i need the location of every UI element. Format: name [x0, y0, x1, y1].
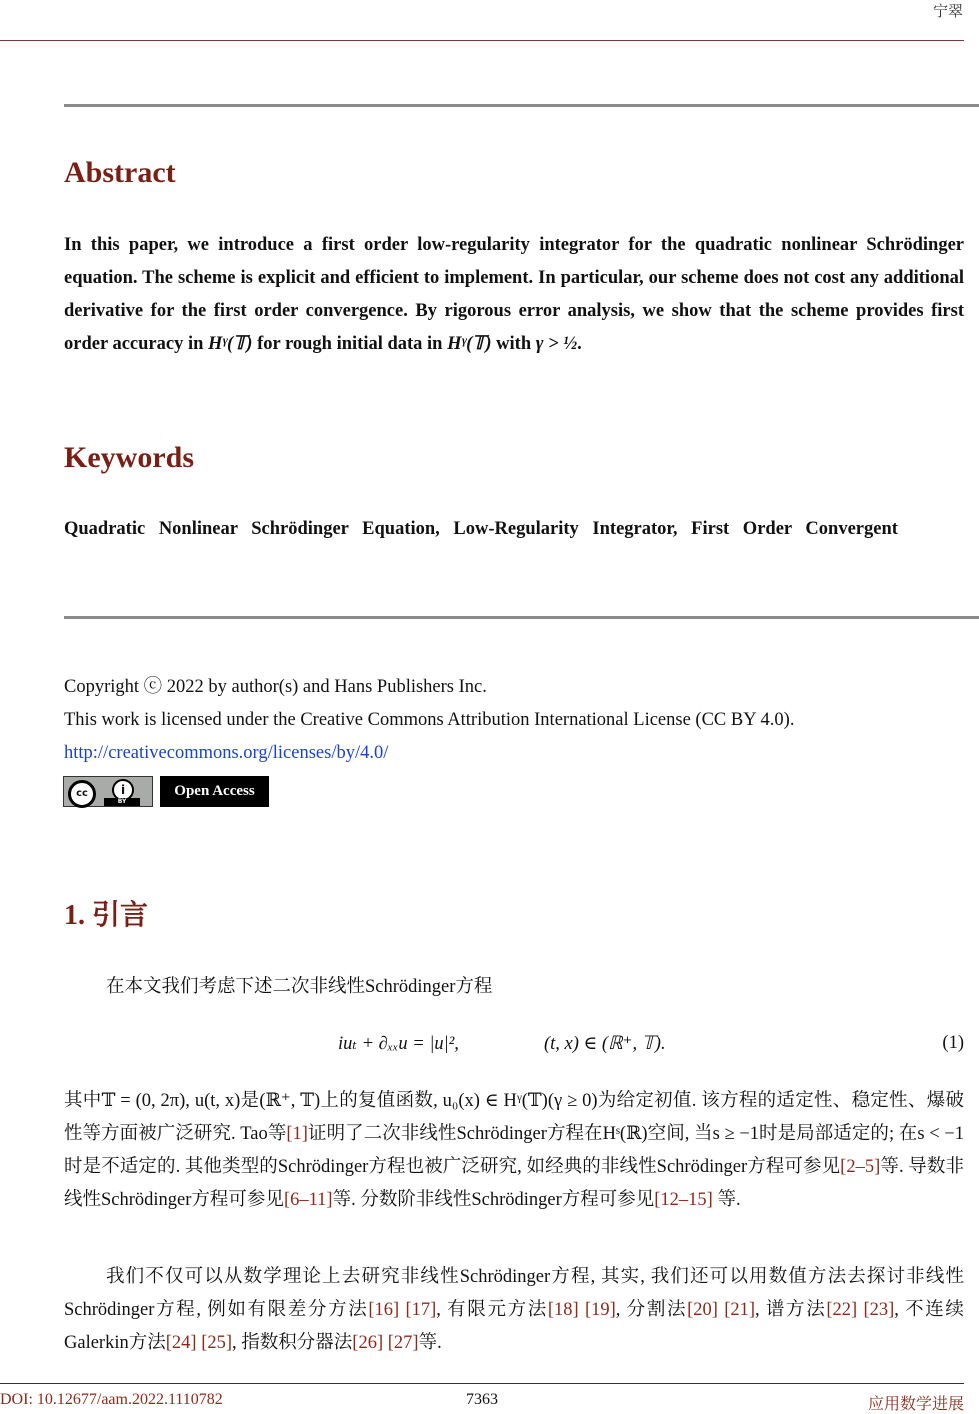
abstract-text: [64, 229, 964, 361]
text-segment: Hᵞ(𝕋): [447, 334, 492, 354]
text-segment: , 分割法: [615, 1300, 688, 1320]
text-segment: 其中𝕋 = (0, 2π), u(t, x)是(ℝ⁺, 𝕋)上的复值函数, u₀(x) ∈ Hᵞ(𝕋)(γ ≥ 0)为给定初值. 该方程的适定性、稳定性、爆破性等方面被广泛研究. Tao等: [64, 1091, 964, 1144]
text-segment: for rough initial data in: [252, 334, 448, 354]
text-segment: Hᵞ(𝕋): [208, 334, 253, 354]
abstract-bottom-rule: [64, 616, 979, 619]
text-segment: 我们不仅可以从数学理论上去研究非线性Schrödinger方程, 其实, 我们还可以用数值方法去探讨非线性Schrödinger方程, 例如有限差分方法: [64, 1267, 964, 1320]
citation-link[interactable]: [25]: [201, 1333, 233, 1353]
license-statement: This work is licensed under the Creative Commons Attribution International License (CC BY 4.0).: [64, 710, 795, 730]
attribution-person-icon: i: [112, 779, 134, 801]
text-segment: , 谱方法: [755, 1300, 827, 1320]
section-1-paragraph-1: [64, 1085, 964, 1217]
text-segment: , 不连续Galerkin方法: [64, 1300, 964, 1353]
footer-divider: [0, 1383, 964, 1384]
citation-link[interactable]: [21]: [724, 1300, 756, 1320]
citation-link[interactable]: [16]: [368, 1300, 400, 1320]
license-block: [64, 671, 964, 770]
text-segment: 等.: [418, 1333, 442, 1353]
running-header-author: 宁翠: [932, 4, 963, 20]
keywords-heading: Keywords: [64, 441, 194, 474]
citation-link[interactable]: [27]: [387, 1333, 419, 1353]
copyright-text: Copyright ⓒ 2022 by author(s) and Hans Publishers Inc.: [64, 677, 487, 697]
text-segment: 等. 分数阶非线性Schrödinger方程可参见: [332, 1190, 655, 1210]
text-segment: , 有限元方法: [436, 1300, 548, 1320]
citation-link[interactable]: [6–11]: [283, 1190, 333, 1210]
text-segment: with: [491, 334, 536, 354]
cc-icon: cc: [68, 780, 96, 808]
footer-page-number: 7363: [466, 1391, 498, 1408]
citation-link[interactable]: [17]: [405, 1300, 437, 1320]
text-segment: .: [577, 334, 582, 354]
header-divider: [0, 40, 964, 41]
abstract-heading: Abstract: [64, 156, 176, 189]
text-segment: 证明了二次非线性Schrödinger方程在Hˢ(ℝ)空间, 当s ≥ −1时是局部适定的; 在s < −1 时是不适定的. 其他类型的Schrödinger方程也被广泛研究, 如经典的非线性Schrödinger方程可参见: [64, 1124, 964, 1177]
text-segment: , 指数积分器法: [232, 1333, 353, 1353]
section-1-paragraph-2: [64, 1261, 964, 1360]
citation-link[interactable]: [1]: [286, 1124, 308, 1144]
citation-link[interactable]: [22]: [826, 1300, 858, 1320]
section-1-heading: 1. 引言: [64, 900, 149, 931]
citation-link[interactable]: [2–5]: [840, 1157, 881, 1177]
citation-link[interactable]: [23]: [863, 1300, 895, 1320]
text-segment: In this paper, we introduce a first order low-regularity integrator for the quadratic nonlinear Schrödinger equation. The scheme is explicit and efficient to implement. In particular, our scheme does not cost any additional derivative for the first order convergence. By rigorous error analysis, we show that the scheme provides first order accuracy in: [64, 235, 964, 354]
text-segment: 等.: [712, 1190, 741, 1210]
citation-link[interactable]: [26]: [352, 1333, 384, 1353]
footer-doi[interactable]: DOI: 10.12677/aam.2022.1110782: [0, 1391, 223, 1408]
license-link[interactable]: http://creativecommons.org/licenses/by/4.0/: [64, 743, 389, 763]
section-1-intro: 在本文我们考虑下述二次非线性Schrödinger方程: [106, 977, 493, 997]
citation-link[interactable]: [19]: [584, 1300, 616, 1320]
text-segment: 等. 导数非线性Schrödinger方程可参见: [64, 1157, 964, 1210]
open-access-badge: Open Access: [160, 776, 269, 807]
by-label: BY: [104, 798, 140, 806]
citation-link[interactable]: [20]: [687, 1300, 718, 1320]
equation-domain: (t, x) ∈ (ℝ⁺, 𝕋).: [544, 1034, 666, 1054]
citation-link[interactable]: [24]: [165, 1333, 197, 1353]
keywords-text: Quadratic Nonlinear Schrödinger Equation, Low-Regularity Integrator, First Order Convergent: [64, 519, 898, 539]
equation-lhs: iuₜ + ∂ₓₓu = |u|²,: [338, 1034, 459, 1054]
cc-by-badge[interactable]: [63, 776, 153, 807]
abstract-top-rule: [64, 104, 979, 107]
text-segment: γ > ½: [535, 334, 578, 354]
citation-link[interactable]: [12–15]: [654, 1190, 713, 1210]
equation-number: (1): [942, 1033, 964, 1053]
citation-link[interactable]: [18]: [547, 1300, 579, 1320]
footer-journal: 应用数学进展: [867, 1396, 964, 1413]
